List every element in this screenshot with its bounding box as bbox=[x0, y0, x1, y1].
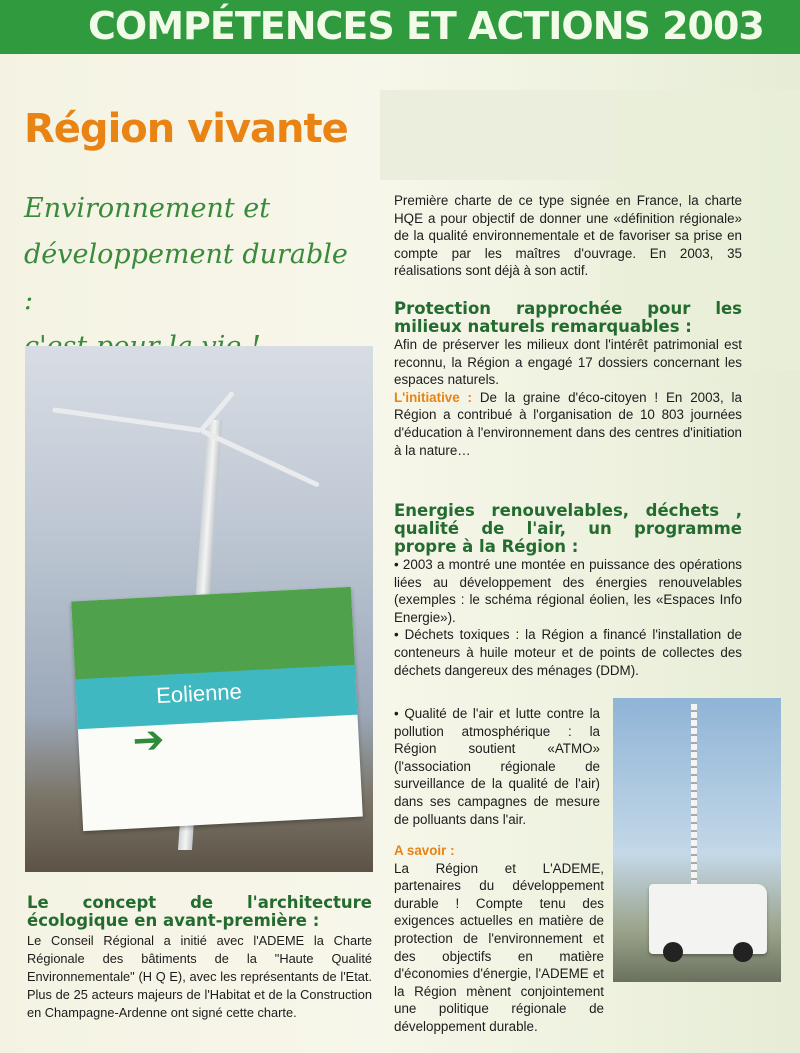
initiative-paragraph bbox=[394, 389, 742, 459]
a-savoir-text: La Région et L'ADEME, partenaires du développement durable ! Compte tenu des exigences actuelles en matière de protection de l'environnement et des objectifs en matière d'économies d'énergie, l'ADEME et la Région mènent conjointement une politique régionale de développement durable. bbox=[394, 860, 604, 1034]
energies-heading: Energies renouvelables, déchets , qualité de l'air, un programme propre à la Région : bbox=[394, 501, 742, 556]
background-ghost-text bbox=[380, 90, 620, 180]
energies-bullet-2: • Déchets toxiques : la Région a financé l'installation de conteneurs à huile moteur et de points de collectes des déchets dangereux des ménages (DDM). bbox=[394, 627, 742, 678]
intro-paragraph bbox=[394, 192, 742, 280]
energies-bullet-3: • Qualité de l'air et lutte contre la pollution atmosphérique : la Région soutient «ATMO» (l'association régionale de surveillance de la qualité de l'air) dans ses campagnes de mesure de polluants dans l'air. bbox=[394, 706, 600, 827]
air-monitoring-photo bbox=[613, 698, 781, 982]
protection-section bbox=[394, 300, 742, 459]
wind-turbine-photo bbox=[25, 346, 373, 872]
page-header-title: COMPÉTENCES ET ACTIONS 2003 bbox=[88, 4, 764, 48]
initiative-text: De la graine d'éco-citoyen ! En 2003, la Région a contribué à l'organisation de 10 803 journées d'éducation à l'environnement dans des centres d'initiation à la nature… bbox=[394, 389, 742, 458]
van-wheel bbox=[663, 942, 683, 962]
section-title: Région vivante bbox=[24, 106, 348, 152]
a-savoir-box bbox=[394, 842, 604, 1036]
sign-title: Eolienne bbox=[155, 678, 243, 709]
turbine-blade bbox=[52, 407, 201, 433]
arrow-right-icon: ➔ bbox=[131, 718, 166, 763]
protection-heading: Protection rapprochée pour les milieux naturels remarquables : bbox=[394, 299, 742, 336]
protection-text: Afin de préserver les milieux dont l'intérêt patrimonial est reconnu, la Région a engagé 17 dossiers concernant les espaces naturels. bbox=[394, 337, 742, 388]
concept-section bbox=[27, 894, 372, 1022]
energies-bullet-1: • 2003 a montré une montée en puissance des opérations liées au développement des énergies renouvelables (exemples : le schéma régional éolien, les «Espaces Info Energie»). bbox=[394, 557, 742, 625]
concept-text: Le Conseil Régional a initié avec l'ADEME la Charte Régionale des bâtiments de la "Haute Qualité Environnementale" (H Q E), avec les représentants de l'Etat. Plus de 25 acteurs majeurs de l'Habitat et de la Construction en Champagne-Ardenne ont signé cette charte. bbox=[27, 933, 372, 1020]
van-wheel bbox=[733, 942, 753, 962]
tagline bbox=[24, 186, 354, 370]
tagline-line-1: Environnement et bbox=[24, 193, 271, 224]
eolienne-sign bbox=[71, 587, 363, 831]
page-header bbox=[0, 0, 800, 54]
air-quality-paragraph bbox=[394, 705, 600, 828]
intro-text: Première charte de ce type signée en France, la charte HQE a pour objectif de donner une «définition régionale» de la qualité environnementale et de favoriser sa prise en compte par les maîtres d'ouvrage. En 2003, 35 réalisations sont déjà à son actif. bbox=[394, 193, 742, 279]
energies-section bbox=[394, 502, 742, 679]
tagline-line-2: développement durable : bbox=[24, 239, 348, 316]
a-savoir-title: A savoir : bbox=[394, 843, 455, 858]
initiative-label: L'initiative : bbox=[394, 389, 472, 405]
measurement-mast bbox=[691, 704, 697, 894]
monitoring-van bbox=[649, 884, 767, 954]
concept-heading: Le concept de l'architecture écologique en avant-première : bbox=[27, 893, 372, 930]
